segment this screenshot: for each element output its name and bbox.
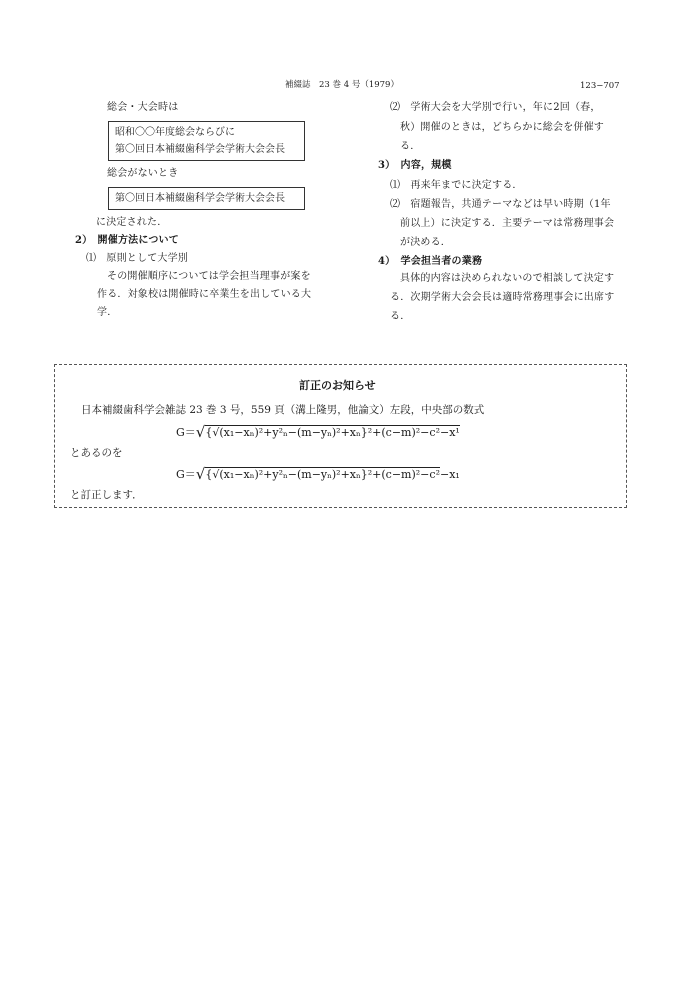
item-3-2-line-3: が決める．: [400, 237, 451, 248]
title-box-1-line-2: 第〇回日本補綴歯科学会学術大会会長: [115, 144, 285, 155]
paragraph-line-2: 作る．対象校は開催時に卒業生を出している大: [97, 289, 312, 300]
formula-corrected-body: {√(x₁−xₙ)²+y²ₙ−(m−yₙ)²+xₙ}²+(c−m)²−c²: [205, 468, 440, 481]
notice-title: 訂正のお知らせ: [299, 379, 376, 392]
left-line-3: に決定された．: [96, 217, 168, 228]
right-line-3: る．: [400, 141, 421, 152]
formula-corrected: [176, 466, 460, 482]
page-number: 123−707: [580, 81, 620, 91]
formula-original-lhs: G＝: [176, 426, 196, 439]
title-box-1-line-1: 昭和〇〇年度総会ならびに: [115, 127, 235, 138]
notice-mid-text: とあるのを: [70, 447, 123, 459]
formula-corrected-lhs: G＝: [176, 468, 196, 481]
formula-original-body: {√(x₁−xₙ)²+y²ₙ−(m−yₙ)²+xₙ}²+(c−m)²−c²−x¹: [205, 426, 460, 439]
title-box-1: [108, 121, 305, 161]
section-4-heading: 4） 学会担当者の業務: [378, 256, 483, 267]
left-line-2: 総会がないとき: [107, 168, 179, 179]
section-3-heading: 3） 内容，規模: [378, 160, 452, 171]
formula-original: [176, 424, 460, 440]
section-4-line-2: る．次期学術大会会長は適時常務理事会に出席す: [390, 292, 615, 303]
title-box-2: [108, 187, 305, 210]
title-box-2-line-1: 第〇回日本補綴歯科学会学術大会会長: [115, 193, 285, 204]
notice-line-1: 日本補綴歯科学会雑誌 23 巻 3 号，559 頁（溝上隆男，他論文）左段，中央部の数式: [81, 404, 485, 416]
section-2-heading: 2） 開催方法について: [75, 235, 179, 246]
formula-corrected-tail: −x₁: [439, 468, 460, 481]
paragraph-line-1: その開催順序については学会担当理事が案を: [107, 271, 311, 282]
journal-info: 補綴誌 23 巻 4 号（1979）: [285, 80, 399, 90]
item-3-2-line-2: 前以上）に決定する．主要テーマは常務理事会: [400, 218, 615, 229]
item-2-1: ⑴ 原則として大学別: [86, 253, 188, 264]
item-3-2-line-1: ⑵ 宿題報告，共通テーマなどは早い時期（1年: [390, 199, 611, 210]
left-line-1: 総会・大会時は: [107, 102, 179, 113]
radical-sign: √: [195, 423, 206, 441]
notice-end-text: と訂正します．: [70, 489, 143, 501]
right-line-2: 秋）開催のときは，どちらかに総会を併催す: [400, 122, 604, 133]
section-4-line-3: る．: [390, 311, 411, 322]
item-3-1: ⑴ 再来年までに決定する．: [390, 180, 523, 191]
section-4-line-1: 具体的内容は決められないので相談して決定す: [400, 273, 615, 284]
paragraph-line-3: 学．: [97, 307, 118, 318]
radical-sign: √: [195, 465, 206, 483]
right-line-1: ⑵ 学術大会を大学別で行い，年に2回（春，: [390, 102, 601, 113]
